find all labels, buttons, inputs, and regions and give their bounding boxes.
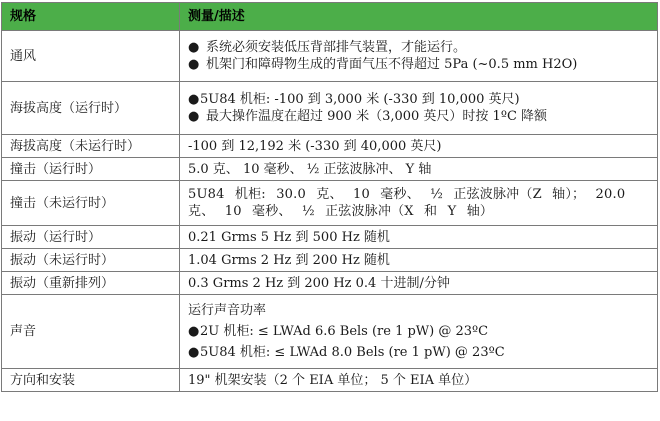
desc-text: 5U84 机柜: 30.0 克、 10 毫秒、 ½ 正弦波脉冲（Z 轴）； 20.0 克、 10 毫秒、 ½ 正弦波脉冲（X 和 Y 轴） xyxy=(188,187,626,219)
bullet-icon: ● xyxy=(188,40,200,55)
desc-line: 运行声音功率 xyxy=(188,303,267,318)
row-label: 撞击（未运行时） xyxy=(2,181,180,226)
table-row xyxy=(2,226,658,249)
table-row xyxy=(2,135,658,158)
row-label: 海拔高度（运行时） xyxy=(2,82,180,135)
table-row xyxy=(2,249,658,272)
desc-line: ● 最大操作温度在超过 900 米（3,000 英尺）时按 1ºC 降额 xyxy=(188,109,548,124)
row-label: 振动（未运行时） xyxy=(2,249,180,272)
desc-line: ● 系统必须安装低压背部排气装置，才能运行。 xyxy=(188,40,467,55)
bullet-icon: ● xyxy=(188,92,200,107)
row-label: 声音 xyxy=(2,295,180,369)
table-row xyxy=(2,272,658,295)
desc-line: ●5U84 机柜: ≤ LWAd 8.0 Bels (re 1 pW) @ 23ºC xyxy=(188,345,505,360)
spec-table xyxy=(1,2,658,392)
row-desc xyxy=(180,31,658,82)
desc-line: ●2U 机柜: ≤ LWAd 6.6 Bels (re 1 pW) @ 23ºC xyxy=(188,324,489,339)
row-label: 振动（运行时） xyxy=(2,226,180,249)
row-desc xyxy=(180,82,658,135)
header-row xyxy=(2,3,658,31)
row-desc: 1.04 Grms 2 Hz 到 200 Hz 随机 xyxy=(180,249,658,272)
desc-line: ●5U84 机柜: -100 到 3,000 米 (-330 到 10,000 英尺) xyxy=(188,92,520,107)
desc-line: ● 机架门和障碍物生成的背面气压不得超过 5Pa (~0.5 mm H2O) xyxy=(188,57,578,72)
row-desc: 0.21 Grms 5 Hz 到 500 Hz 随机 xyxy=(180,226,658,249)
table-row xyxy=(2,181,658,226)
row-label: 通风 xyxy=(2,31,180,82)
table-row xyxy=(2,369,658,392)
row-label: 方向和安装 xyxy=(2,369,180,392)
row-desc: -100 到 12,192 米 (-330 到 40,000 英尺) xyxy=(180,135,658,158)
header-spec: 规格 xyxy=(2,3,180,31)
bullet-icon: ● xyxy=(188,324,200,339)
row-desc xyxy=(180,295,658,369)
header-measurement: 测量/描述 xyxy=(180,3,658,31)
table-row xyxy=(2,82,658,135)
row-desc: 19" 机架安装（2 个 EIA 单位； 5 个 EIA 单位） xyxy=(180,369,658,392)
bullet-icon: ● xyxy=(188,57,200,72)
table-row xyxy=(2,31,658,82)
table-row xyxy=(2,295,658,369)
row-desc: 0.3 Grms 2 Hz 到 200 Hz 0.4 十进制/分钟 xyxy=(180,272,658,295)
row-label: 海拔高度（未运行时） xyxy=(2,135,180,158)
row-label: 振动（重新排列） xyxy=(2,272,180,295)
table-row xyxy=(2,158,658,181)
bullet-icon: ● xyxy=(188,109,200,124)
row-label: 撞击（运行时） xyxy=(2,158,180,181)
row-desc xyxy=(180,181,658,226)
bullet-icon: ● xyxy=(188,345,200,360)
row-desc: 5.0 克、 10 毫秒、 ½ 正弦波脉冲、 Y 轴 xyxy=(180,158,658,181)
